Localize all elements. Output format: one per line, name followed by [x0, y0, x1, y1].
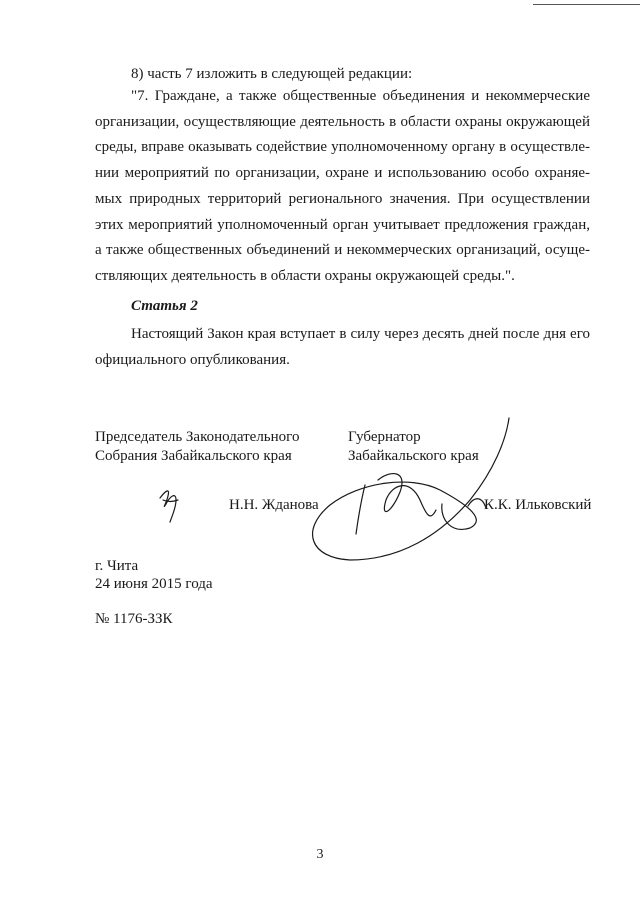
right-signatory-title: Губернатор Забайкальского края — [348, 429, 479, 464]
right-signatory-name: К.К. Ильковский — [484, 497, 592, 513]
law-number: № 1176-ЗЗК — [95, 611, 173, 627]
quote-line: а также общественных объединений и некоммерческих организаций, осуще- — [95, 242, 590, 259]
page-number: 3 — [316, 847, 324, 862]
article-2-line: официального опубликования. — [95, 351, 290, 368]
quote-line: мых природных территорий регионального значения. При осуществлении — [95, 190, 590, 207]
quote-line: этих мероприятий уполномоченный орган учитывает предложения граждан, — [95, 216, 590, 233]
left-signatory-title: Председатель Законодательного Собрания Забайкальского края — [95, 429, 300, 464]
quote-line: ствляющих деятельность в области охраны окружающей среды.". — [95, 267, 515, 284]
quote-line: "7. Граждане, а также общественные объединения и некоммерческие — [131, 88, 590, 104]
article-2-line: Настоящий Закон края вступает в силу через десять дней после дня его — [131, 326, 590, 342]
quote-line: нии мероприятий по организации, охране и использованию особо охраняе- — [95, 165, 590, 182]
left-signatory-name: Н.Н. Жданова — [229, 497, 319, 513]
item-8-text: 8) часть 7 изложить в следующей редакции: — [131, 66, 413, 82]
quote-line: среды, вправе оказывать содействие уполномоченному органу в осуществле- — [95, 139, 590, 156]
quote-line: организации, осуществляющие деятельность в области охраны окружающей — [95, 113, 590, 130]
article-2-heading: Статья 2 — [131, 298, 198, 314]
date-line: 24 июня 2015 года — [95, 576, 213, 592]
place-line: г. Чита — [95, 558, 139, 574]
